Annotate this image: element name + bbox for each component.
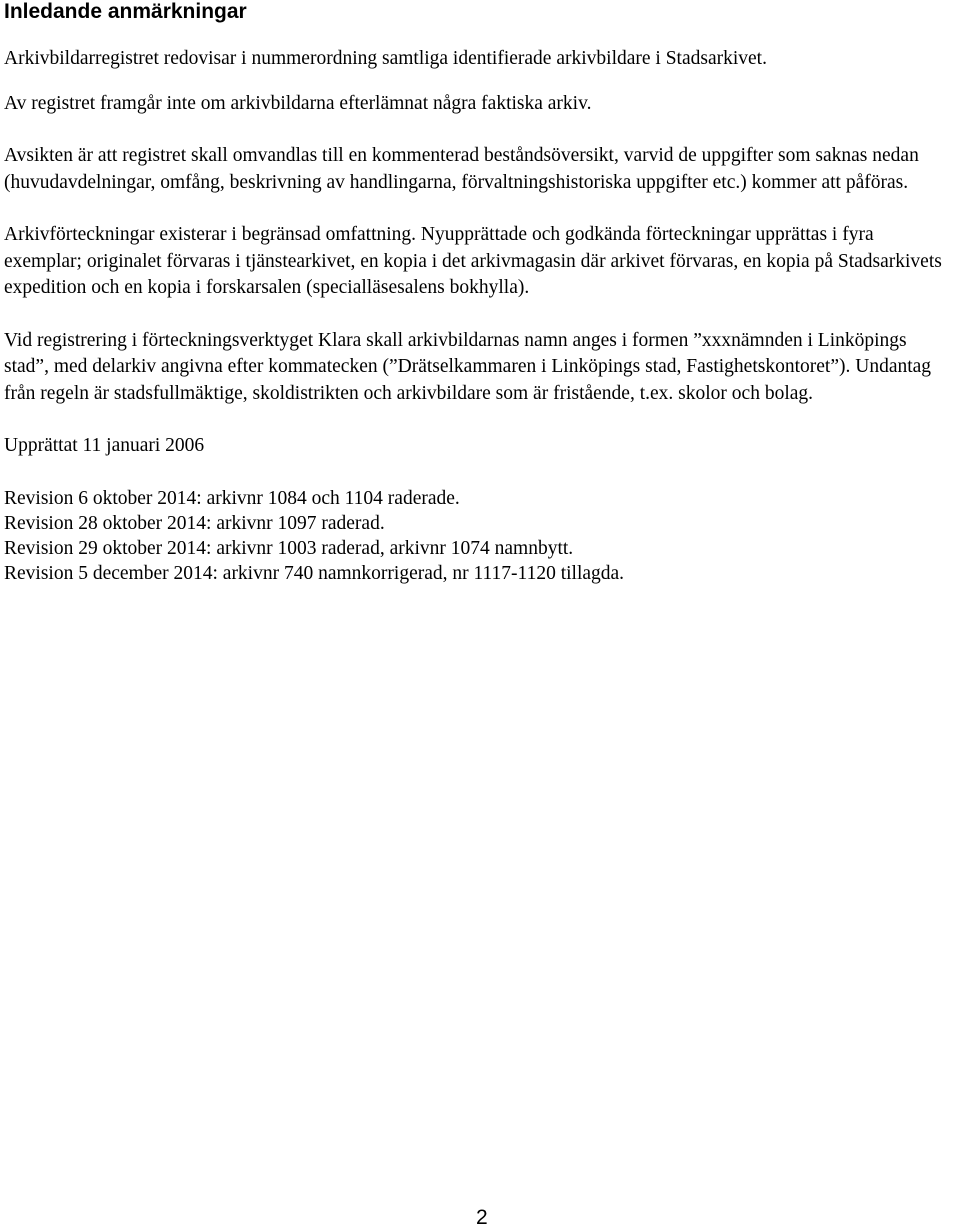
purpose-paragraph: Avsikten är att registret skall omvandlas till en kommenterad beståndsöversikt, varvid de uppgifter som saknas nedan (huvudavdelningar, omfång, beskrivning av handlingarna, förvaltningshistoriska uppgifter etc.) kommer att påföras. [4, 145, 919, 193]
intro-paragraph-1: Arkivbildarregistret redovisar i nummerordning samtliga identifierade arkivbildare i Stadsarkivet. [4, 48, 767, 69]
revision-entry: Revision 29 oktober 2014: arkivnr 1003 raderad, arkivnr 1074 namnbytt. [4, 537, 574, 559]
inventory-lists-paragraph: Arkivförteckningar existerar i begränsad omfattning. Nyupprättade och godkända förteckningar upprättas i fyra exemplar; originalet förvaras i tjänstearkivet, en kopia i det arkivmagasin där arkivet förvaras, en kopia på Stadsarkivets expedition och en kopia i forskarsalen (specialläsesalens bokhylla). [4, 224, 942, 298]
revision-entry: Revision 5 december 2014: arkivnr 740 namnkorrigerad, nr 1117-1120 tillagda. [4, 562, 625, 584]
revision-entry: Revision 28 oktober 2014: arkivnr 1097 raderad. [4, 512, 385, 534]
intro-paragraph-2: Av registret framgår inte om arkivbildarna efterlämnat några faktiska arkiv. [4, 92, 592, 114]
page-heading: Inledande anmärkningar [4, 0, 247, 23]
revision-list [4, 486, 954, 586]
created-date: Upprättat 11 januari 2006 [4, 435, 205, 456]
document-page [4, 0, 954, 586]
revision-entry: Revision 6 oktober 2014: arkivnr 1084 och 1104 raderade. [4, 487, 460, 509]
page-number: 2 [476, 1206, 488, 1229]
registration-paragraph: Vid registrering i förteckningsverktyget Klara skall arkivbildarnas namn anges i formen ”xxxnämnden i Linköpings stad”, med delarkiv angivna efter kommatecken (”Drätselkammaren i Linköpings stad, Fastighetskontoret”). Undantag från regeln är stadsfullmäktige, skoldistrikten och arkivbildare som är fristående, t.ex. skolor och bolag. [4, 329, 932, 404]
